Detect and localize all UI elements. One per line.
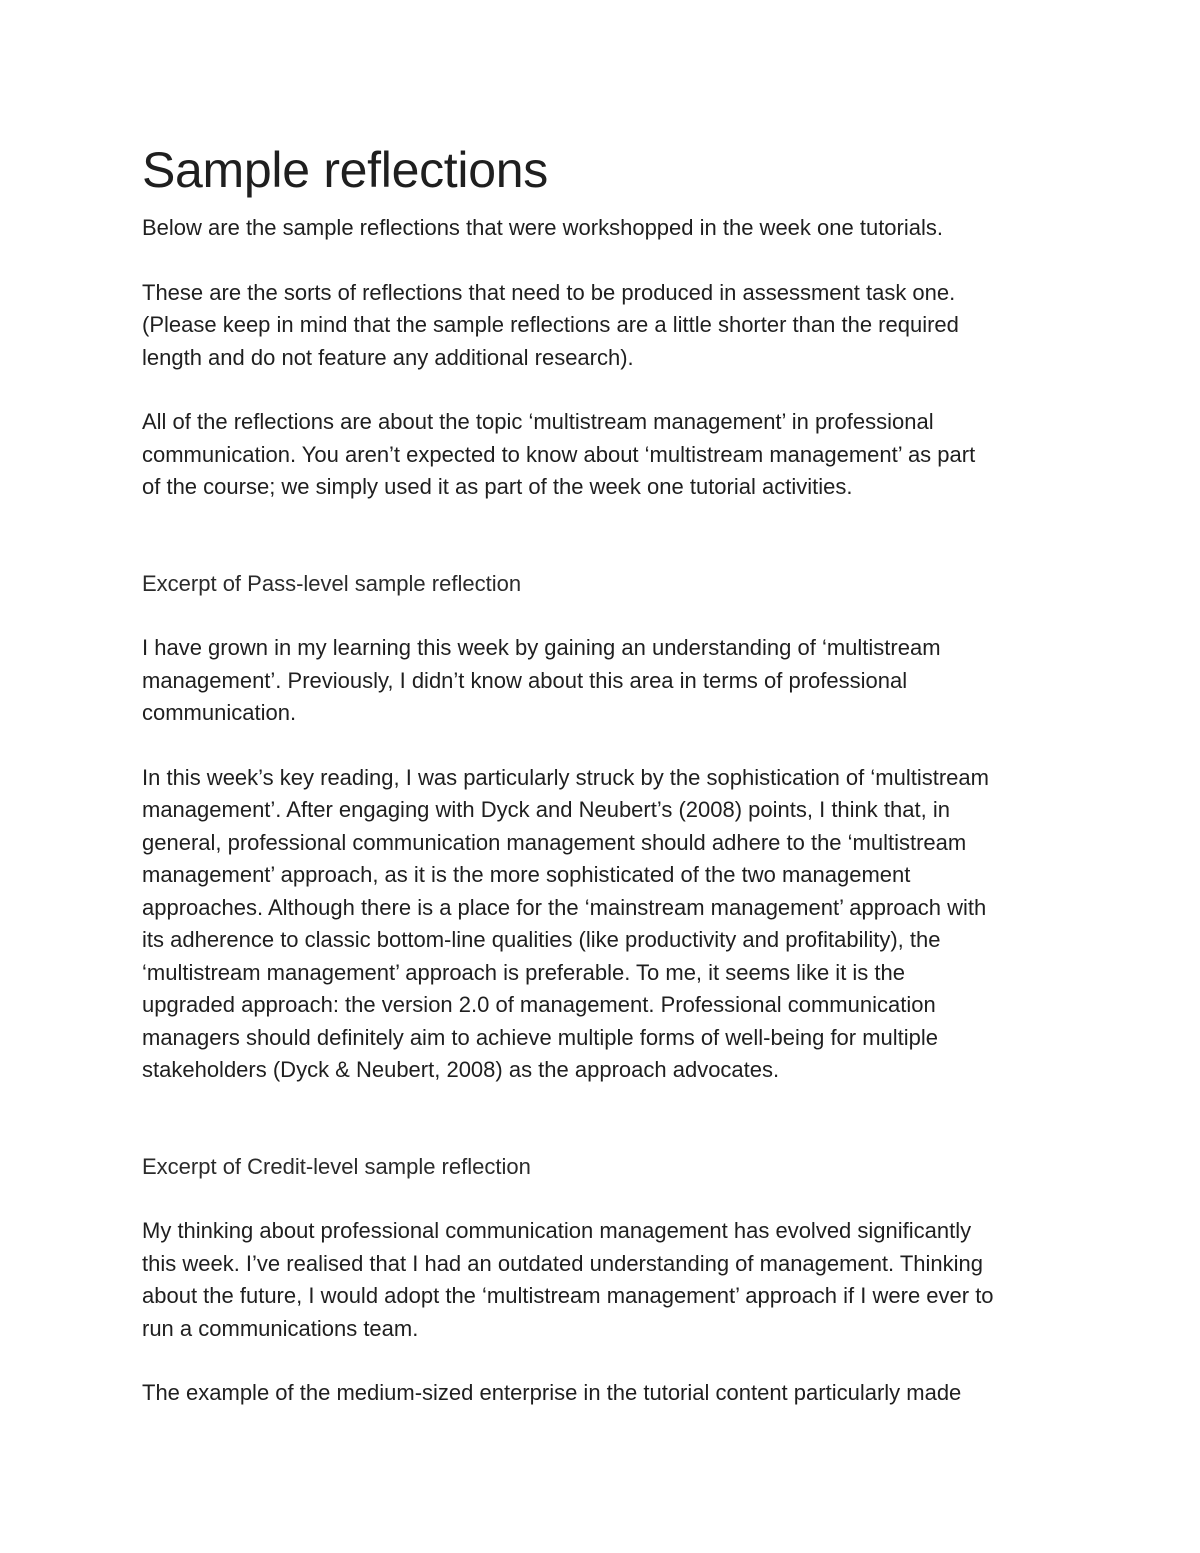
pass-paragraph-2: In this week’s key reading, I was particularly struck by the sophistication of ‘multistream management’. After engaging with Dyck and Neubert’s (2008) points, I think that, in general, professional communication management should adhere to the ‘multistream management’ approach, as it is the more sophisticated of the two management approaches. Although there is a place for the ‘mainstream management’ approach with its adherence to classic bottom-line qualities (like productivity and profitability), the ‘multistream management’ approach is preferable. To me, it seems like it is the upgraded approach: the version 2.0 of management. Professional communication managers should definitely aim to achieve multiple forms of well-being for multiple stakeholders (Dyck & Neubert, 2008) as the approach advocates. (142, 764, 989, 1082)
credit-section-heading: Excerpt of Credit-level sample reflection (142, 1153, 531, 1179)
intro-paragraph-3: All of the reflections are about the topic ‘multistream management’ in professional communication. You aren’t expected to know about ‘multistream management’ as part of the course; we simply used it as part of the week one tutorial activities. (142, 409, 976, 499)
intro-paragraph-1: Below are the sample reflections that were workshopped in the week one tutorials. (142, 215, 943, 240)
credit-paragraph-2: The example of the medium-sized enterprise in the tutorial content particularly made (142, 1380, 962, 1405)
pass-paragraph-1: I have grown in my learning this week by gaining an understanding of ‘multistream management’. Previously, I didn’t know about this area in terms of professional communication. (142, 635, 941, 725)
pass-section-heading: Excerpt of Pass-level sample reflection (142, 570, 522, 596)
intro-paragraph-2: These are the sorts of reflections that need to be produced in assessment task one. (Please keep in mind that the sample reflections are a little shorter than the required length and do not feature any additional research). (142, 279, 959, 370)
credit-paragraph-1: My thinking about professional communication management has evolved significantly this week. I’ve realised that I had an outdated understanding of management. Thinking about the future, I would adopt the ‘multistream management’ approach if I were ever to run a communications team. (142, 1218, 994, 1341)
page-title: Sample reflections (142, 142, 548, 198)
document-body (142, 138, 1072, 1442)
